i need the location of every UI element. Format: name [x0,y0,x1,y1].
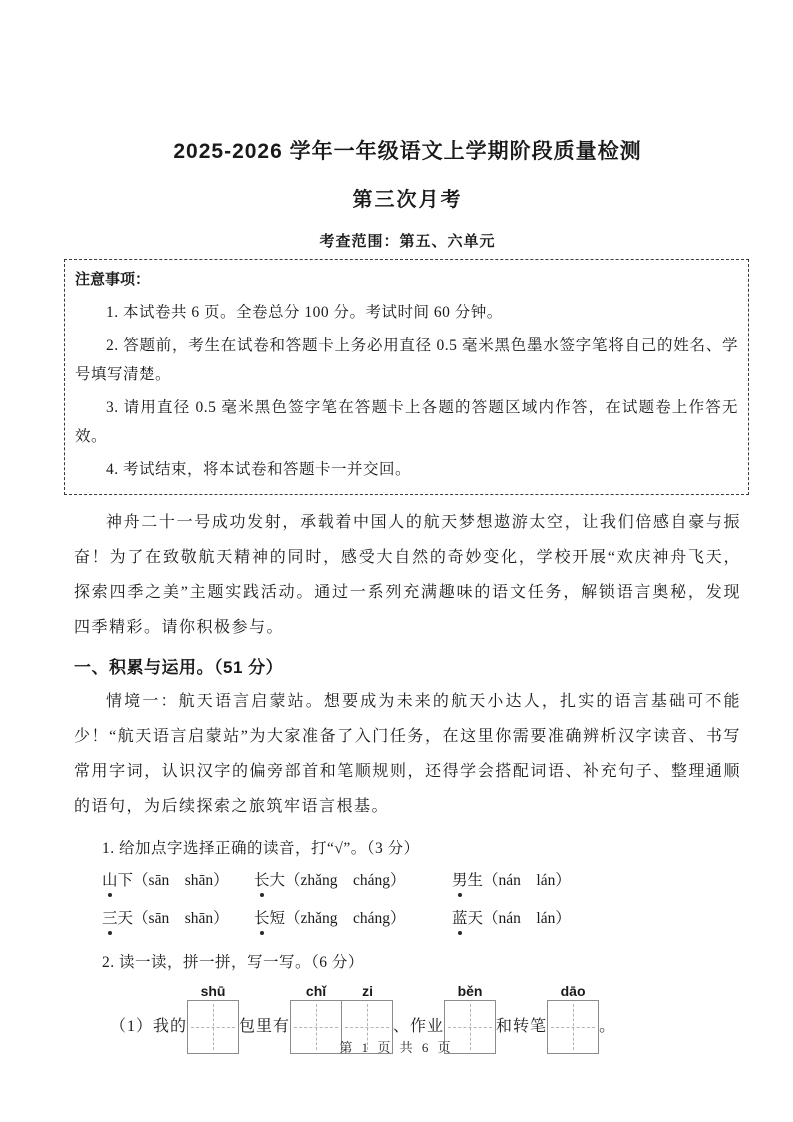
notice-item-4: 4. 考试结束，将本试卷和答题卡一并交回。 [106,461,412,478]
pinyin-choice-item[interactable] [452,868,571,890]
pinyin-options[interactable]: （zhǎng cháng） [285,872,406,889]
notice-item-2: 2. 答题前，考生在试卷和答题卡上务必用直径 0.5 毫米黑色墨水签字笔将自己的姓名、学号填写清楚。 [75,337,738,383]
dotted-character: 长 [254,868,270,890]
pinyin-options[interactable]: （zhǎng cháng） [285,910,406,927]
notice-box [64,259,749,495]
pinyin-label-dao: dāo [560,983,586,999]
intro-paragraph: 神舟二十一号成功发射，承载着中国人的航天梦想遨游太空，让我们倍感自豪与振奋！为了在致敬航天精神的同时，感受大自然的奇妙变化，学校开展“欢庆神舟飞天，探索四季之美”主题实践活动。通过一系列充满趣味的语文任务，解锁语言奥秘，发现四季精彩。请你积极参与。 [74,514,741,636]
exam-scope: 考查范围：第五、六单元 [319,234,496,250]
question-1-label: 1. 给加点字选择正确的读音，打“√”。（3 分） [102,840,420,857]
word-rest: 下 [117,872,134,889]
pinyin-options[interactable]: （sān shān） [133,910,229,927]
pinyin-choice-item[interactable] [254,868,452,890]
scenario-1-paragraph: 情境一：航天语言启蒙站。想要成为未来的航天小达人，扎实的语言基础可不能少！“航天语言启蒙站”为大家准备了入门任务，在这里你需要准确辨析汉字读音、书写常用字词，认识汉字的偏旁部首和笔顺规则，还得学会搭配词语、补充句子、整理通顺的语句，为后续探索之旅筑牢语言根基。 [74,693,741,815]
pinyin-choice-item[interactable] [102,906,254,928]
pinyin-options[interactable]: （nán lán） [483,872,571,889]
sentence-segment: （1）我的 [110,1018,188,1035]
question-2-label: 2. 读一读，拼一拼，写一写。（6 分） [102,954,364,971]
pinyin-options[interactable]: （nán lán） [483,910,571,927]
dotted-character: 蓝 [452,906,468,928]
page-subtitle: 第三次月考 [352,189,463,211]
pinyin-label-shu: shū [200,983,226,999]
dotted-character: 山 [102,868,118,890]
sentence-segment: 、作业 [393,1018,445,1035]
pinyin-choice-row-2 [102,900,741,938]
page-title: 2025-2026 学年一年级语文上学期阶段质量检测 [173,140,642,163]
sentence-segment: 包里有 [239,1018,291,1035]
word-rest: 天 [467,910,484,927]
notice-header: 注意事项： [75,271,151,288]
dotted-character: 三 [102,906,118,928]
page-number-footer: 第 1 页 共 6 页 [339,1040,454,1055]
pinyin-label-zi: zi [362,983,373,999]
dotted-character: 男 [452,868,468,890]
dotted-character: 长 [254,906,270,928]
word-rest: 短 [269,910,286,927]
pinyin-choice-row-1 [102,862,741,900]
sentence-segment: 。 [599,1018,617,1035]
notice-item-3: 3. 请用直径 0.5 毫米黑色签字笔在答题卡上各题的答题区域内作答，在试题卷上作答无效。 [75,399,738,445]
pinyin-choice-item[interactable] [254,906,452,928]
pinyin-choice-item[interactable] [452,906,571,928]
pinyin-options[interactable]: （sān shān） [133,872,229,889]
section-1-heading: 一、积累与运用。（51 分） [74,658,284,677]
notice-item-1: 1. 本试卷共 6 页。全卷总分 100 分。考试时间 60 分钟。 [106,304,503,321]
pinyin-label-ben: běn [457,983,483,999]
pinyin-label-chi: chǐ [305,983,327,999]
word-rest: 生 [467,872,484,889]
word-rest: 大 [269,872,286,889]
sentence-segment: 和转笔 [496,1018,548,1035]
pinyin-choice-item[interactable] [102,868,254,890]
word-rest: 天 [117,910,134,927]
